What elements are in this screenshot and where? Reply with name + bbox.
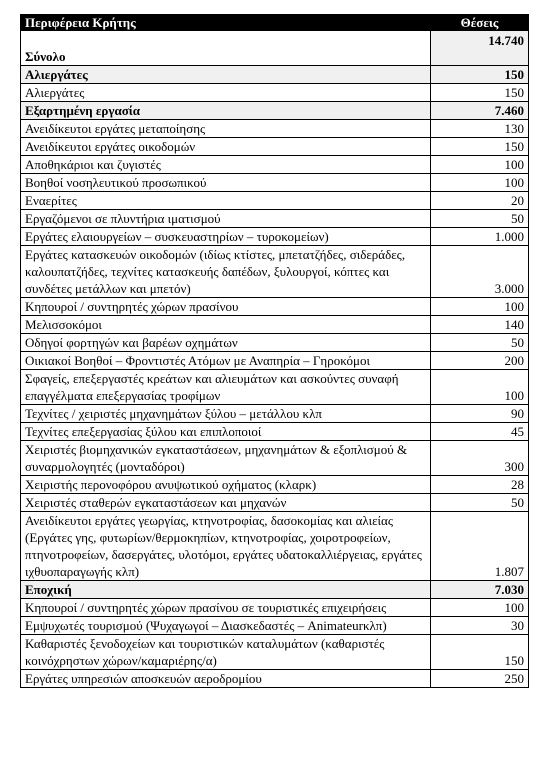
occupation-label: Κηπουροί / συντηρητές χώρων πρασίνου σε τουριστικές επιχειρήσεις — [21, 599, 431, 617]
positions-value: 1.000 — [431, 228, 529, 246]
positions-value: 1.807 — [431, 512, 529, 581]
occupation-label: Εργαζόμενοι σε πλυντήρια ιματισμού — [21, 210, 431, 228]
occupation-label: Χειριστές βιομηχανικών εγκαταστάσεων, μηχανημάτων & εξοπλισμού & συναρμολογητές (μονταδόροι) — [21, 441, 431, 476]
table-row — [21, 334, 529, 352]
total-label: Σύνολο — [21, 31, 431, 66]
occupation-label: Βοηθοί νοσηλευτικού προσωπικού — [21, 174, 431, 192]
table-row — [21, 228, 529, 246]
positions-value: 50 — [431, 494, 529, 512]
table-row — [21, 599, 529, 617]
table-row — [21, 316, 529, 334]
table-row — [21, 494, 529, 512]
table-row — [21, 192, 529, 210]
total-row — [21, 31, 529, 66]
occupation-label: Οδηγοί φορτηγών και βαρέων οχημάτων — [21, 334, 431, 352]
positions-value: 3.000 — [431, 246, 529, 298]
table-header-row — [21, 15, 529, 31]
table-row — [21, 298, 529, 316]
occupation-label: Εργάτες υπηρεσιών αποσκευών αεροδρομίου — [21, 670, 431, 688]
category-value: 150 — [431, 66, 529, 84]
occupation-label: Ανειδίκευτοι εργάτες γεωργίας, κτηνοτροφίας, δασοκομίας και αλιείας (Εργάτες γης, φυτωρίων/θερμοκηπίων, κτηνοτροφίας, χοιροτροφείων, πτηνοτροφείων, δασεργάτες, υλοτόμοι, εργάτες υδατοκαλλιέργειας, εργάτες ιχθυοπαραγωγής κλπ) — [21, 512, 431, 581]
occupation-label: Χειριστές σταθερών εγκαταστάσεων και μηχανών — [21, 494, 431, 512]
positions-table — [20, 14, 529, 688]
occupation-label: Εμψυχωτές τουρισμού (Ψυχαγωγοί – Διασκεδαστές – Animateurκλπ) — [21, 617, 431, 635]
positions-value: 45 — [431, 423, 529, 441]
positions-value: 50 — [431, 334, 529, 352]
occupation-label: Σφαγείς, επεξεργαστές κρεάτων και αλιευμάτων και ασκούντες συναφή επαγγέλματα επεξεργασίας τροφίμων — [21, 370, 431, 405]
category-value: 7.460 — [431, 102, 529, 120]
positions-value: 150 — [431, 138, 529, 156]
positions-value: 100 — [431, 298, 529, 316]
positions-value: 100 — [431, 174, 529, 192]
category-row — [21, 581, 529, 599]
positions-value: 150 — [431, 84, 529, 102]
table-row — [21, 441, 529, 476]
positions-value: 140 — [431, 316, 529, 334]
table-row — [21, 617, 529, 635]
table-row — [21, 84, 529, 102]
positions-value: 200 — [431, 352, 529, 370]
category-label: Εποχική — [21, 581, 431, 599]
occupation-label: Αλιεργάτες — [21, 84, 431, 102]
occupation-label: Εργάτες ελαιουργείων – συσκευαστηρίων – τυροκομείων) — [21, 228, 431, 246]
header-region: Περιφέρεια Κρήτης — [21, 15, 431, 31]
table-row — [21, 156, 529, 174]
positions-value: 20 — [431, 192, 529, 210]
category-value: 7.030 — [431, 581, 529, 599]
table-row — [21, 370, 529, 405]
table-row — [21, 120, 529, 138]
positions-value: 300 — [431, 441, 529, 476]
occupation-label: Κηπουροί / συντηρητές χώρων πρασίνου — [21, 298, 431, 316]
occupation-label: Μελισσοκόμοι — [21, 316, 431, 334]
table-row — [21, 405, 529, 423]
occupation-label: Τεχνίτες / χειριστές μηχανημάτων ξύλου – μετάλλου κλπ — [21, 405, 431, 423]
table-row — [21, 174, 529, 192]
category-label: Εξαρτημένη εργασία — [21, 102, 431, 120]
positions-value: 130 — [431, 120, 529, 138]
occupation-label: Ανειδίκευτοι εργάτες οικοδομών — [21, 138, 431, 156]
positions-value: 100 — [431, 156, 529, 174]
positions-value: 250 — [431, 670, 529, 688]
occupation-label: Καθαριστές ξενοδοχείων και τουριστικών καταλυμάτων (καθαριστές κοινόχρηστων χώρων/καμαριέρης/α) — [21, 635, 431, 670]
table-row — [21, 352, 529, 370]
table-row — [21, 138, 529, 156]
table-row — [21, 512, 529, 581]
positions-value: 150 — [431, 635, 529, 670]
total-value: 14.740 — [431, 31, 529, 66]
table-row — [21, 670, 529, 688]
positions-value: 50 — [431, 210, 529, 228]
header-positions: Θέσεις — [431, 15, 529, 31]
positions-value: 30 — [431, 617, 529, 635]
category-row — [21, 66, 529, 84]
table-row — [21, 423, 529, 441]
positions-value: 28 — [431, 476, 529, 494]
occupation-label: Ανειδίκευτοι εργάτες μεταποίησης — [21, 120, 431, 138]
occupation-label: Εναερίτες — [21, 192, 431, 210]
category-label: Αλιεργάτες — [21, 66, 431, 84]
table-row — [21, 635, 529, 670]
occupation-label: Τεχνίτες επεξεργασίας ξύλου και επιπλοποιοί — [21, 423, 431, 441]
positions-value: 90 — [431, 405, 529, 423]
occupation-label: Οικιακοί Βοηθοί – Φροντιστές Ατόμων με Αναπηρία – Γηροκόμοι — [21, 352, 431, 370]
table-body — [21, 15, 529, 688]
category-row — [21, 102, 529, 120]
table-row — [21, 476, 529, 494]
occupation-label: Εργάτες κατασκευών οικοδομών (ιδίως κτίστες, μπετατζήδες, σιδεράδες, καλουπατζήδες, τεχνίτες κατασκευής δαπέδων, ξυλουργοί, κόπτες και συνδέτες μετάλλων και μπετόν) — [21, 246, 431, 298]
occupation-label: Χειριστής περονοφόρου ανυψωτικού οχήματος (κλαρκ) — [21, 476, 431, 494]
positions-value: 100 — [431, 599, 529, 617]
positions-value: 100 — [431, 370, 529, 405]
table-row — [21, 210, 529, 228]
occupation-label: Αποθηκάριοι και ζυγιστές — [21, 156, 431, 174]
table-row — [21, 246, 529, 298]
